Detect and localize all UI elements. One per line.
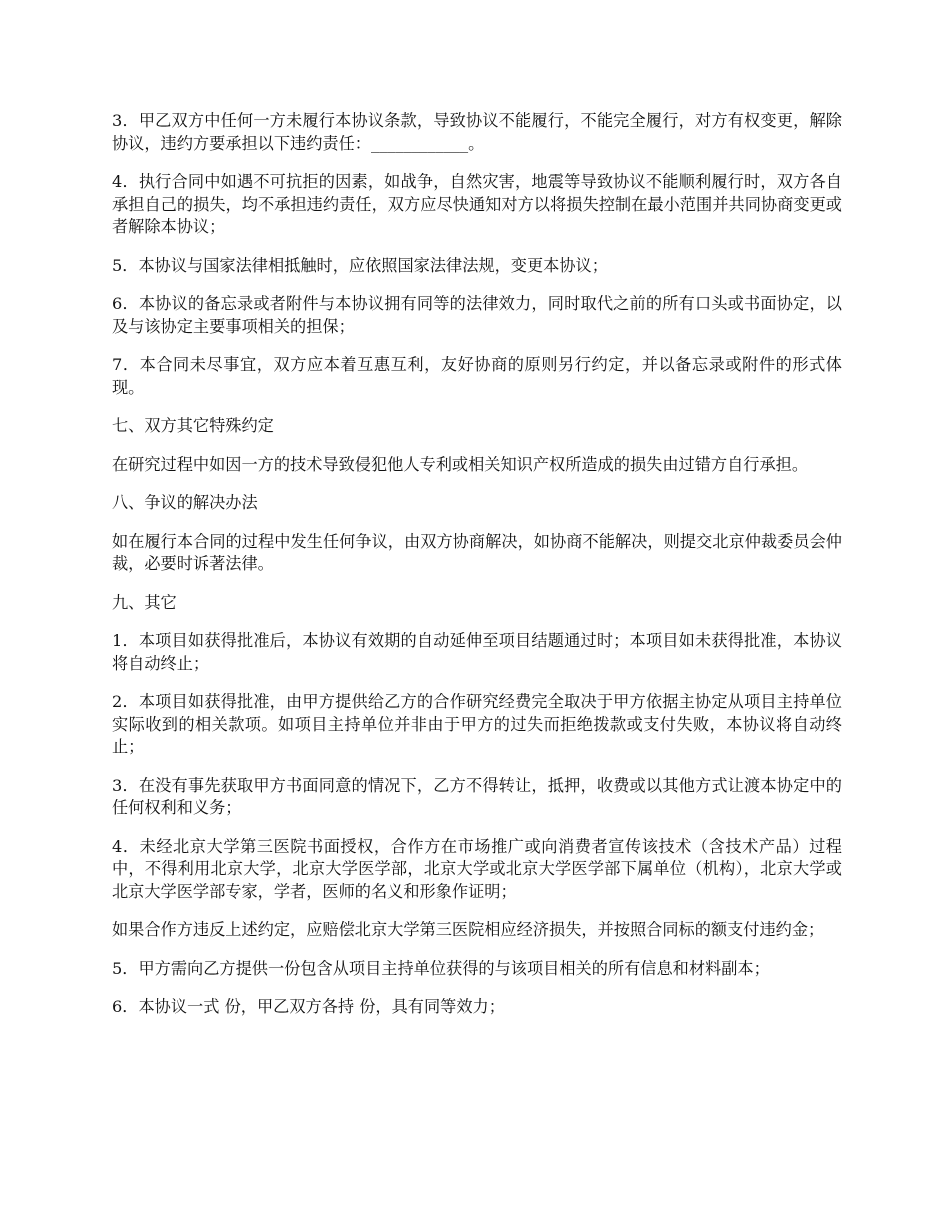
- other-clause-6: 6．本协议一式 份，甲乙双方各持 份，具有同等效力；: [112, 997, 505, 1016]
- other-clause-1: 1．本项目如获得批准后，本协议有效期的自动延伸至项目结题通过时；本项目如未获得批准，本协议将自动终止；: [112, 631, 842, 673]
- section-heading-dispute-resolution: 八、争议的解决办法: [112, 493, 258, 512]
- clause-4-force-majeure: 4．执行合同中如遇不可抗拒的因素，如战争，自然灾害，地震等导致协议不能顺利履行时，双方各自承担自己的损失，均不承担违约责任，双方应尽快通知对方以将损失控制在最小范围并共同协商变更或者解除本协议；: [112, 172, 842, 236]
- other-clause-4-penalty: 如果合作方违反上述约定，应赔偿北京大学第三医院相应经济损失，并按照合同标的额支付违约金；: [112, 920, 825, 939]
- other-clause-2: 2．本项目如获得批准，由甲方提供给乙方的合作研究经费完全取决于甲方依据主协定从项目主持单位实际收到的相关款项。如项目主持单位并非由于甲方的过失而拒绝拨款或支付失败，本协议将自动终止；: [112, 692, 842, 756]
- other-clause-3: 3．在没有事先获取甲方书面同意的情况下，乙方不得转让，抵押，收费或以其他方式让渡本协定中的任何权利和义务；: [112, 775, 842, 817]
- special-agreement-text: 在研究过程中如因一方的技术导致侵犯他人专利或相关知识产权所造成的损失由过错方自行承担。: [112, 454, 809, 474]
- section-heading-special-agreements: 七、双方其它特殊约定: [112, 416, 274, 435]
- other-clause-5: 5．甲方需向乙方提供一份包含从项目主持单位获得的与该项目相关的所有信息和材料副本；: [112, 958, 770, 978]
- clause-3-breach-liability: 3．甲乙双方中任何一方未履行本协议条款，导致协议不能履行，不能完全履行，对方有权变更，解除协议，违约方要承担以下违约责任：____________。: [112, 111, 842, 153]
- dispute-resolution-text: 如在履行本合同的过程中发生任何争议，由双方协商解决，如协商不能解决，则提交北京仲裁委员会仲裁，必要时诉著法律。: [112, 531, 842, 573]
- document-page: [112, 110, 842, 1035]
- other-clause-4: 4．未经北京大学第三医院书面授权，合作方在市场推广或向消费者宣传该技术（含技术产品）过程中，不得利用北京大学，北京大学医学部，北京大学或北京大学医学部下属单位（机构），北京大学或北京大学医学部专家，学者，医师的名义和形象作证明；: [112, 836, 842, 901]
- clause-7-unresolved-matters: 7．本合同未尽事宜，双方应本着互惠互利，友好协商的原则另行约定，并以备忘录或附件的形式体现。: [112, 355, 842, 397]
- clause-6-memorandum-effect: 6．本协议的备忘录或者附件与本协议拥有同等的法律效力，同时取代之前的所有口头或书面协定，以及与该协定主要事项相关的担保；: [112, 294, 842, 336]
- clause-5-legal-conflict: 5．本协议与国家法律相抵触时，应依照国家法律法规，变更本协议；: [112, 255, 608, 275]
- section-heading-other: 九、其它: [112, 592, 177, 612]
